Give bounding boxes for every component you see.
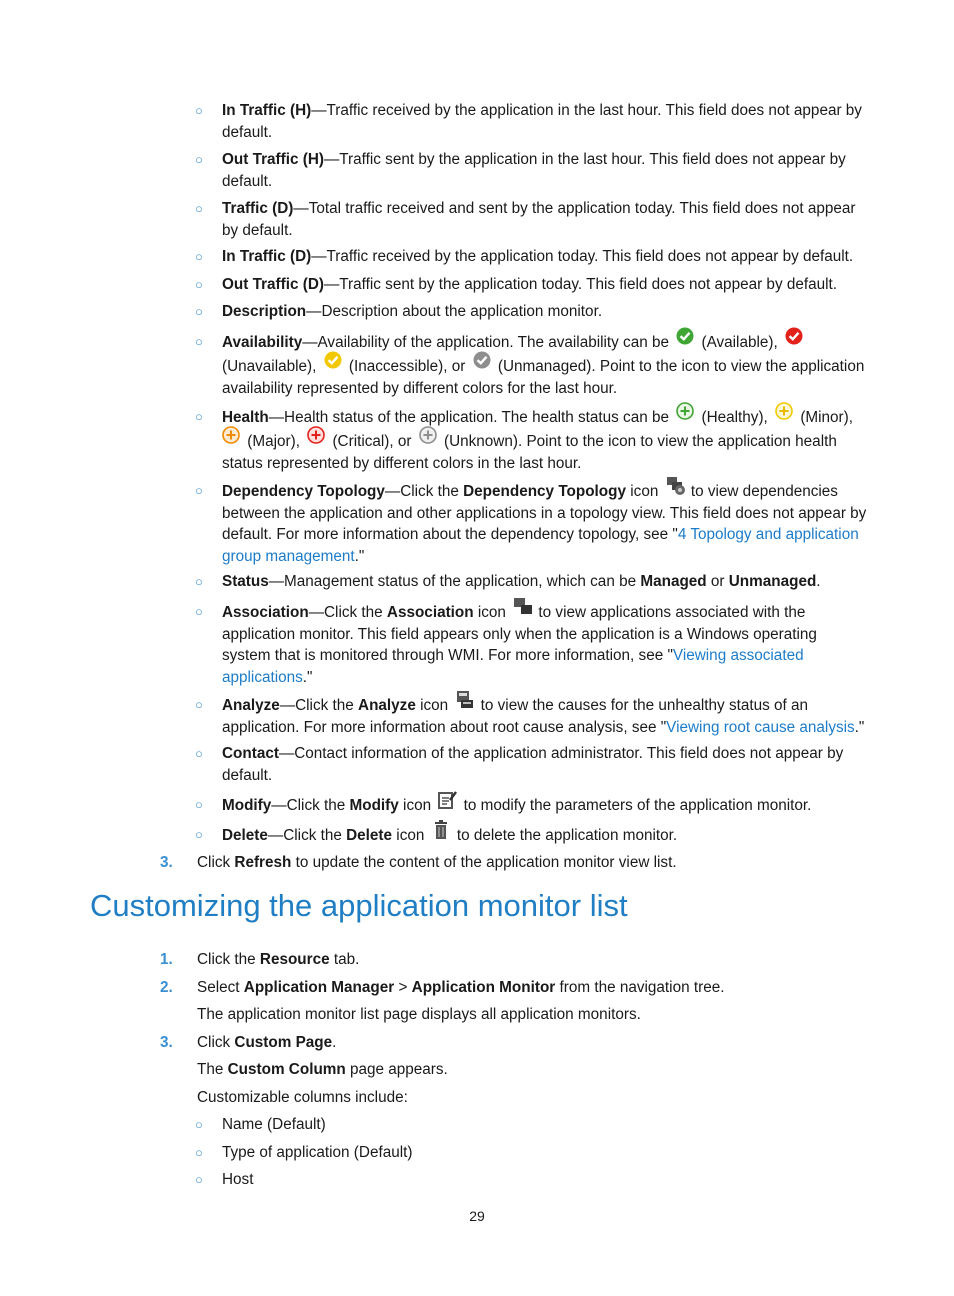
available-check-icon bbox=[676, 331, 694, 349]
page-number: 29 bbox=[469, 1208, 485, 1224]
bullet: ○ bbox=[195, 103, 203, 118]
field-description: icon bbox=[396, 827, 425, 844]
field-description: icon bbox=[420, 697, 449, 714]
minor-plus-icon bbox=[775, 406, 793, 424]
field-name: Contact bbox=[222, 745, 279, 762]
healthy-plus-icon bbox=[676, 406, 694, 424]
analyze-icon bbox=[455, 694, 473, 712]
unmanaged-check-icon bbox=[473, 355, 491, 373]
field-name: Traffic (D) bbox=[222, 200, 294, 217]
bullet: ○ bbox=[195, 249, 203, 264]
column-item bbox=[195, 1114, 867, 1136]
field-description: —Click the bbox=[279, 697, 354, 714]
bullet: ○ bbox=[195, 697, 203, 712]
list-item-out-traffic-h bbox=[195, 149, 867, 192]
field-description: ." bbox=[354, 547, 365, 565]
para-text: The bbox=[197, 1061, 224, 1078]
topology-link[interactable]: 4 Topology and application group management bbox=[222, 526, 859, 565]
field-description: (Minor), bbox=[800, 409, 854, 426]
field-description: —Traffic sent by the application today. This field does not appear by default. bbox=[323, 276, 838, 293]
field-description: (Available), bbox=[701, 334, 778, 351]
root-cause-analysis-link[interactable]: Viewing root cause analysis bbox=[666, 718, 855, 736]
critical-plus-icon bbox=[307, 430, 325, 448]
step-text: Click bbox=[197, 1034, 231, 1051]
field-description: . bbox=[816, 573, 821, 590]
field-description: icon bbox=[477, 604, 506, 621]
list-item-availability bbox=[195, 331, 867, 401]
column-name: Type of application (Default) bbox=[222, 1144, 413, 1161]
bullet: ○ bbox=[195, 797, 203, 812]
step-number: 1. bbox=[160, 951, 173, 968]
bullet: ○ bbox=[195, 1172, 203, 1187]
bullet: ○ bbox=[195, 152, 203, 167]
list-item-analyze bbox=[195, 694, 867, 738]
bullet: ○ bbox=[195, 746, 203, 761]
unavailable-check-icon bbox=[785, 331, 803, 349]
field-name: Analyze bbox=[222, 697, 280, 714]
step-text: > bbox=[398, 979, 408, 996]
bullet: ○ bbox=[195, 604, 203, 619]
list-item-in-traffic-d bbox=[195, 246, 867, 268]
field-description: (Healthy), bbox=[701, 409, 768, 426]
field-description: or bbox=[710, 573, 725, 590]
field-description: ." bbox=[854, 718, 865, 736]
list-item-traffic-d bbox=[195, 198, 867, 241]
column-item bbox=[195, 1169, 867, 1191]
paragraph-columns: Customizable columns include: bbox=[197, 1089, 408, 1106]
field-description: to delete the application monitor. bbox=[456, 827, 678, 844]
list-item-dependency-topology bbox=[195, 480, 867, 567]
status-managed: Managed bbox=[640, 573, 707, 590]
field-description: —Management status of the application, which can be bbox=[268, 573, 637, 590]
bullet: ○ bbox=[195, 1145, 203, 1160]
modify-icon bbox=[438, 794, 456, 812]
field-description: (Unavailable), bbox=[222, 357, 317, 375]
list-item-in-traffic-h bbox=[195, 100, 867, 143]
bullet: ○ bbox=[195, 574, 203, 589]
field-description: —Click the bbox=[267, 827, 342, 844]
field-description: —Click the bbox=[384, 483, 459, 500]
icon-name: Modify bbox=[349, 797, 399, 814]
bullet: ○ bbox=[195, 827, 203, 842]
field-description: icon bbox=[403, 797, 432, 814]
step-number: 3. bbox=[160, 1034, 173, 1051]
list-item-description bbox=[195, 301, 867, 323]
field-name: Health bbox=[222, 409, 269, 426]
list-item-delete bbox=[195, 824, 867, 847]
step-number: 3. bbox=[160, 854, 173, 871]
bullet: ○ bbox=[195, 334, 203, 349]
trash-icon bbox=[432, 824, 450, 842]
field-name: Modify bbox=[222, 797, 272, 814]
list-item-modify bbox=[195, 794, 867, 817]
step-text: to update the content of the application monitor view list. bbox=[295, 854, 677, 871]
icon-name: Delete bbox=[346, 827, 393, 844]
column-name: Host bbox=[222, 1171, 254, 1188]
field-name: Out Traffic (D) bbox=[222, 276, 324, 293]
step-bold: Application Manager bbox=[243, 979, 395, 996]
step-text: . bbox=[332, 1034, 337, 1051]
field-description: —Description about the application monitor. bbox=[306, 303, 603, 320]
step-text: Select bbox=[197, 979, 240, 996]
icon-name: Analyze bbox=[358, 697, 416, 714]
step-text: Click the bbox=[197, 951, 256, 968]
icon-name: Dependency Topology bbox=[463, 483, 627, 500]
associated-applications-link[interactable]: Viewing associated applications bbox=[222, 647, 804, 686]
para-bold: Custom Column bbox=[227, 1061, 346, 1078]
field-description: —Total traffic received and sent by the application today. This field does not appear by default. bbox=[222, 200, 856, 239]
field-description: (Major), bbox=[247, 432, 300, 450]
step-bold: Refresh bbox=[234, 854, 292, 871]
field-name: Dependency Topology bbox=[222, 483, 385, 500]
step-text: tab. bbox=[333, 951, 360, 968]
field-name: In Traffic (D) bbox=[222, 248, 312, 265]
field-description: to view the causes for the unhealthy status of an application. For more information about root cause analysis, see " bbox=[222, 697, 809, 736]
step-number: 2. bbox=[160, 979, 173, 996]
step-bold: Resource bbox=[259, 951, 330, 968]
list-item-status bbox=[195, 571, 867, 593]
paragraph-custom-column bbox=[197, 1059, 867, 1081]
column-name: Name (Default) bbox=[222, 1116, 326, 1133]
list-item-contact bbox=[195, 743, 867, 786]
field-description: —Traffic received by the application today. This field does not appear by default. bbox=[311, 248, 854, 265]
step-text: from the navigation tree. bbox=[559, 979, 725, 996]
field-description: (Inaccessible), or bbox=[348, 357, 466, 375]
list-item-association bbox=[195, 601, 867, 688]
field-description: —Traffic sent by the application in the last hour. This field does not appear by default. bbox=[222, 151, 846, 190]
field-description: to modify the parameters of the application monitor. bbox=[463, 797, 812, 814]
field-description: —Contact information of the application administrator. This field does not appear by default. bbox=[222, 745, 844, 784]
field-name: Delete bbox=[222, 827, 268, 844]
step-bold: Application Monitor bbox=[411, 979, 556, 996]
field-description: (Unknown). Point to the icon to view the application health status represented by different colors in the last hour. bbox=[222, 432, 837, 472]
field-name: In Traffic (H) bbox=[222, 102, 312, 119]
field-name: Status bbox=[222, 573, 269, 590]
step-3-refresh bbox=[160, 852, 860, 874]
bullet: ○ bbox=[195, 304, 203, 319]
paragraph-monitors: The application monitor list page displays all application monitors. bbox=[197, 1006, 641, 1023]
bullet: ○ bbox=[195, 409, 203, 424]
bullet: ○ bbox=[195, 201, 203, 216]
list-item-out-traffic-d bbox=[195, 274, 867, 296]
unknown-plus-icon bbox=[419, 430, 437, 448]
step-text: Click bbox=[197, 854, 231, 871]
step-bold: Custom Page bbox=[234, 1034, 333, 1051]
field-description: —Click the bbox=[271, 797, 346, 814]
step-1 bbox=[160, 949, 860, 971]
field-name: Availability bbox=[222, 334, 303, 351]
inaccessible-check-icon bbox=[324, 355, 342, 373]
field-description: (Critical), or bbox=[332, 432, 412, 450]
field-description: icon bbox=[630, 483, 659, 500]
field-description: —Availability of the application. The availability can be bbox=[302, 334, 669, 351]
field-description: (Unmanaged). Point to the icon to view the application availability represented by different colors for the last hour. bbox=[222, 357, 865, 397]
para-text: page appears. bbox=[349, 1061, 448, 1078]
association-icon bbox=[513, 601, 531, 619]
field-description: —Traffic received by the application in the last hour. This field does not appear by default. bbox=[222, 102, 862, 141]
field-description: —Click the bbox=[308, 604, 383, 621]
bullet: ○ bbox=[195, 277, 203, 292]
field-name: Out Traffic (H) bbox=[222, 151, 324, 168]
status-unmanaged: Unmanaged bbox=[728, 573, 817, 590]
bullet: ○ bbox=[195, 483, 203, 498]
field-name: Association bbox=[222, 604, 309, 621]
dependency-topology-icon bbox=[666, 480, 684, 498]
step-2 bbox=[160, 977, 860, 999]
major-plus-icon bbox=[222, 430, 240, 448]
field-description: to view applications associated with the application monitor. This field appears only when the application is a Windows operating system that is monitored through WMI. For more information, see " bbox=[222, 604, 817, 664]
icon-name: Association bbox=[386, 604, 474, 621]
field-name: Description bbox=[222, 303, 307, 320]
list-item-health bbox=[195, 406, 867, 476]
field-description: ." bbox=[302, 668, 313, 686]
section-heading: Customizing the application monitor list bbox=[90, 888, 628, 923]
column-item bbox=[195, 1142, 867, 1164]
step-3-custom-page bbox=[160, 1032, 860, 1054]
field-description: —Health status of the application. The health status can be bbox=[268, 409, 669, 426]
bullet: ○ bbox=[195, 1117, 203, 1132]
field-description: to view dependencies between the application and other applications in a topology view. This field does not appear by default. For more information about the dependency topology, see " bbox=[222, 483, 867, 543]
